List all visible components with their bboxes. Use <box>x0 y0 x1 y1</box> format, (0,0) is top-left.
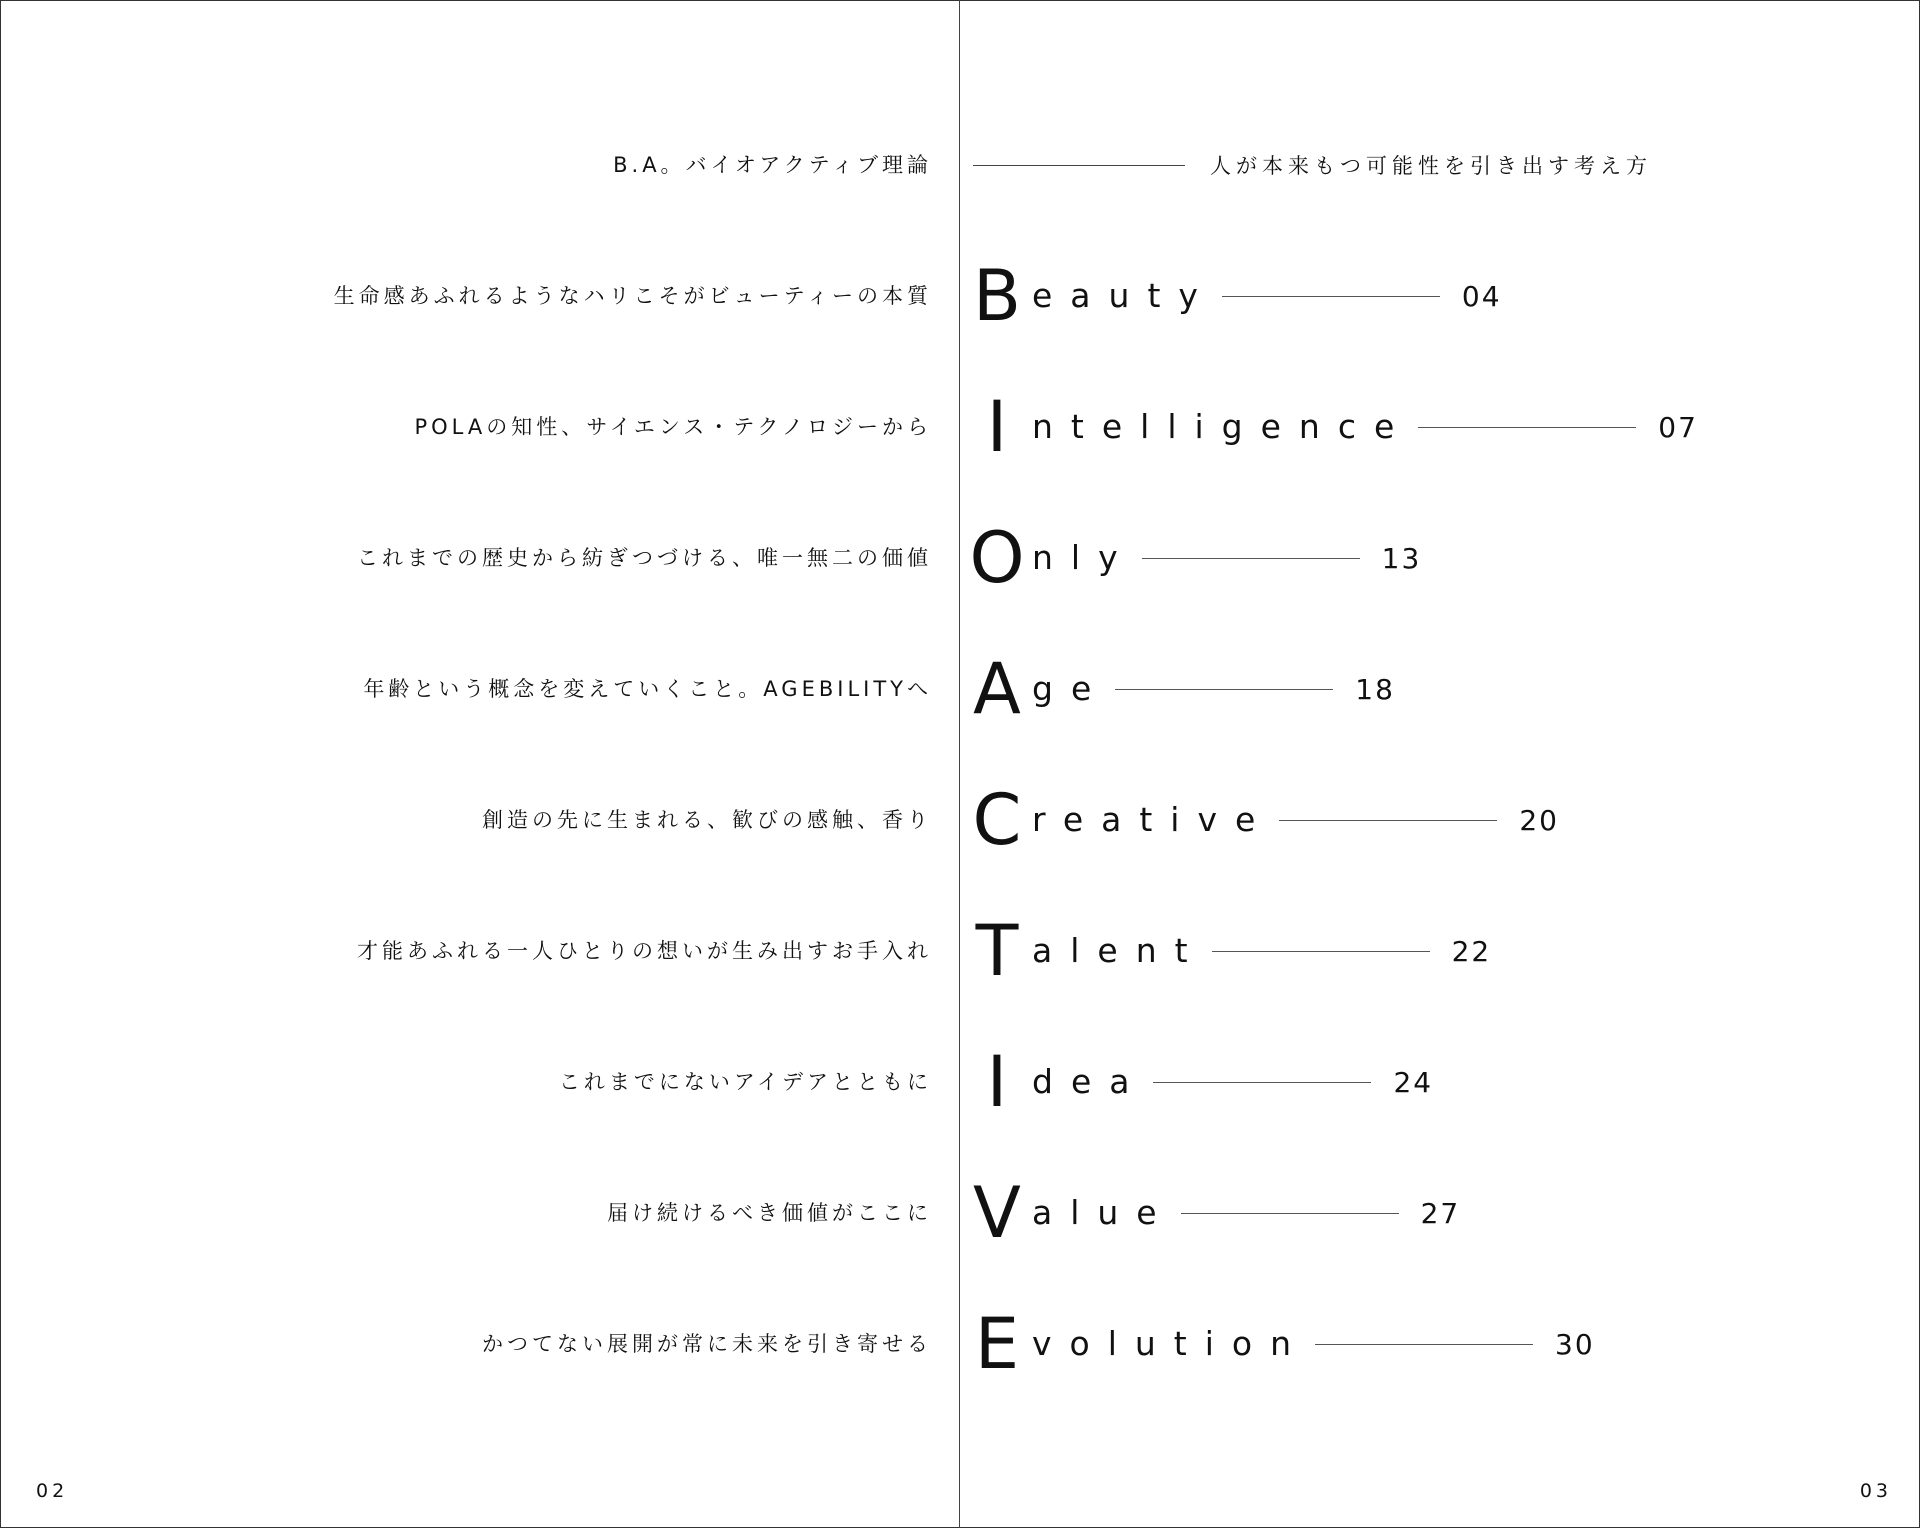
entry-description: POLAの知性、サイエンス・テクノロジーから <box>414 415 932 439</box>
toc-entry[interactable] <box>968 1303 1595 1385</box>
entry-description: これまでにないアイデアとともに <box>558 1070 932 1094</box>
entry-word: alue <box>1032 1193 1175 1232</box>
entry-initial: I <box>986 386 1008 468</box>
spine-divider <box>959 0 960 1528</box>
entry-leader-line <box>1142 558 1360 559</box>
entry-leader-line <box>1212 951 1430 952</box>
entry-word: ntelligence <box>1032 407 1413 446</box>
toc-entry[interactable] <box>968 386 1698 468</box>
folio-right: 03 <box>1859 1480 1892 1502</box>
toc-entry[interactable] <box>968 1041 1434 1123</box>
entry-word: dea <box>1032 1062 1148 1101</box>
entry-initial: T <box>975 910 1019 992</box>
header-right <box>973 150 1652 180</box>
entry-description: 生命感あふれるようなハリこそがビューティーの本質 <box>333 284 932 308</box>
entry-leader-line <box>1222 296 1440 297</box>
entry-word: ge <box>1032 669 1110 708</box>
entry-leader-line <box>1115 689 1333 690</box>
entry-initial: E <box>974 1303 1020 1385</box>
header-left-title: B.A。バイオアクティブ理論 <box>613 153 932 177</box>
entry-initial: O <box>969 517 1025 599</box>
entry-initial: I <box>986 1041 1008 1123</box>
entry-word: nly <box>1032 538 1136 577</box>
entry-description: 年齢という概念を変えていくこと。AGEBILITYへ <box>363 677 932 701</box>
toc-entry[interactable] <box>968 1172 1461 1254</box>
entry-word: volution <box>1032 1324 1310 1363</box>
entry-description: これまでの歴史から紡ぎつづける、唯一無二の価値 <box>357 546 932 570</box>
entry-leader-line <box>1315 1344 1533 1345</box>
folio-left: 02 <box>36 1480 69 1502</box>
entry-page-number: 18 <box>1355 672 1395 706</box>
toc-entry[interactable] <box>968 779 1559 861</box>
entry-description: 届け続けるべき価値がここに <box>607 1201 932 1225</box>
entry-description: 創造の先に生まれる、歓びの感触、香り <box>482 808 932 832</box>
entry-page-number: 24 <box>1393 1065 1434 1099</box>
entry-page-number: 07 <box>1658 410 1698 444</box>
entry-initial: A <box>973 648 1021 730</box>
header-rule <box>973 165 1185 166</box>
entry-page-number: 13 <box>1381 541 1422 575</box>
entry-word: alent <box>1032 931 1206 970</box>
entry-word: reative <box>1032 800 1274 839</box>
entry-page-number: 30 <box>1555 1327 1595 1361</box>
entry-initial: V <box>973 1172 1021 1254</box>
entry-initial: C <box>972 779 1022 861</box>
entry-leader-line <box>1181 1213 1399 1214</box>
entry-leader-line <box>1153 1082 1371 1083</box>
entry-page-number: 27 <box>1420 1196 1461 1230</box>
entry-page-number: 20 <box>1519 803 1559 837</box>
entry-page-number: 22 <box>1451 934 1492 968</box>
entry-leader-line <box>1418 427 1636 428</box>
entry-description: 才能あふれる一人ひとりの想いが生み出すお手入れ <box>357 939 932 963</box>
entry-page-number: 04 <box>1461 279 1502 313</box>
entry-initial: B <box>972 255 1022 337</box>
entry-description: かつてない展開が常に未来を引き寄せる <box>482 1332 932 1356</box>
toc-entry[interactable] <box>968 517 1422 599</box>
toc-entry[interactable] <box>968 910 1492 992</box>
entry-word: eauty <box>1032 276 1216 315</box>
header-right-title: 人が本来もつ可能性を引き出す考え方 <box>1210 154 1652 178</box>
toc-entry[interactable] <box>968 648 1395 730</box>
toc-entry[interactable] <box>968 255 1502 337</box>
entry-leader-line <box>1279 820 1497 821</box>
